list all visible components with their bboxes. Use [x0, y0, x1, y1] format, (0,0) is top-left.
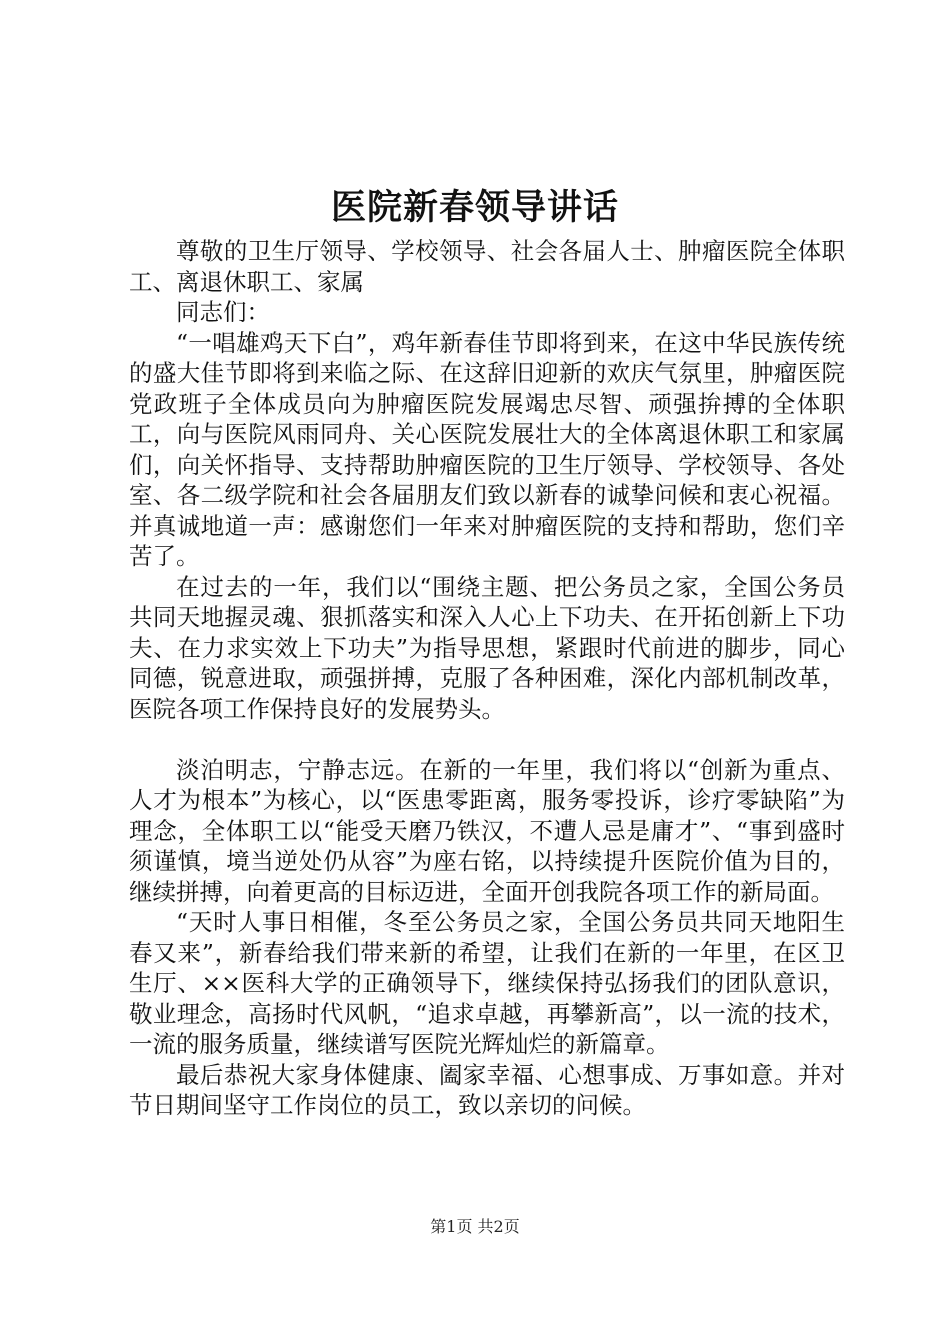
document-body	[129, 236, 845, 1121]
body-paragraph-3: 淡泊明志，宁静志远。在新的一年里，我们将以“创新为重点、人才为根本”为核心，以“医患零距离，服务零投诉，诊疗零缺陷”为理念，全体职工以“能受天磨乃铁汉，不遭人忌是庸才”、“事到盛时须谨慎，境当逆处仍从容”为座右铭，以持续提升医院价值为目的，继续拼搏，向着更高的目标迈进，全面开创我院各项工作的新局面。	[129, 755, 845, 906]
body-paragraph-1: “一唱雄鸡天下白”，鸡年新春佳节即将到来，在这中华民族传统的盛大佳节即将到来临之际、在这辞旧迎新的欢庆气氛里，肿瘤医院党政班子全体成员向为肿瘤医院发展竭忠尽智、顽强拚搏的全体职工，向与医院风雨同舟、关心医院发展壮大的全体离退休职工和家属们，向关怀指导、支持帮助肿瘤医院的卫生厅领导、学校领导、各处室、各二级学院和社会各届朋友们致以新春的诚挚问候和衷心祝福。并真诚地道一声：感谢您们一年来对肿瘤医院的支持和帮助，您们辛苦了。	[129, 328, 845, 570]
paragraph-spacer	[129, 724, 845, 755]
body-paragraph-5: 最后恭祝大家身体健康、阖家幸福、心想事成、万事如意。并对节日期间坚守工作岗位的员工，致以亲切的问候。	[129, 1060, 845, 1119]
greeting-paragraph: 同志们：	[176, 298, 270, 326]
page-footer: 第1页 共2页	[430, 1217, 520, 1236]
body-paragraph-2: 在过去的一年，我们以“围绕主题、把公务员之家，全国公务员共同天地握灵魂、狠抓落实和深入人心上下功夫、在开拓创新上下功夫、在力求实效上下功夫”为指导思想，紧跟时代前进的脚步，同心同德，锐意进取，顽强拼搏，克服了各种困难，深化内部机制改革，医院各项工作保持良好的发展势头。	[129, 572, 845, 723]
document-title: 医院新春领导讲话	[330, 187, 619, 228]
salutation-paragraph: 尊敬的卫生厅领导、学校领导、社会各届人士、肿瘤医院全体职工、离退休职工、家属	[129, 237, 845, 296]
body-paragraph-4: “天时人事日相催，冬至公务员之家，全国公务员共同天地阳生春又来”，新春给我们带来新的希望，让我们在新的一年里，在区卫生厅、××医科大学的正确领导下，继续保持弘扬我们的团队意识，敬业理念，高扬时代风帆，“追求卓越，再攀新高”，以一流的技术，一流的服务质量，继续谱写医院光辉灿烂的新篇章。	[129, 908, 845, 1058]
